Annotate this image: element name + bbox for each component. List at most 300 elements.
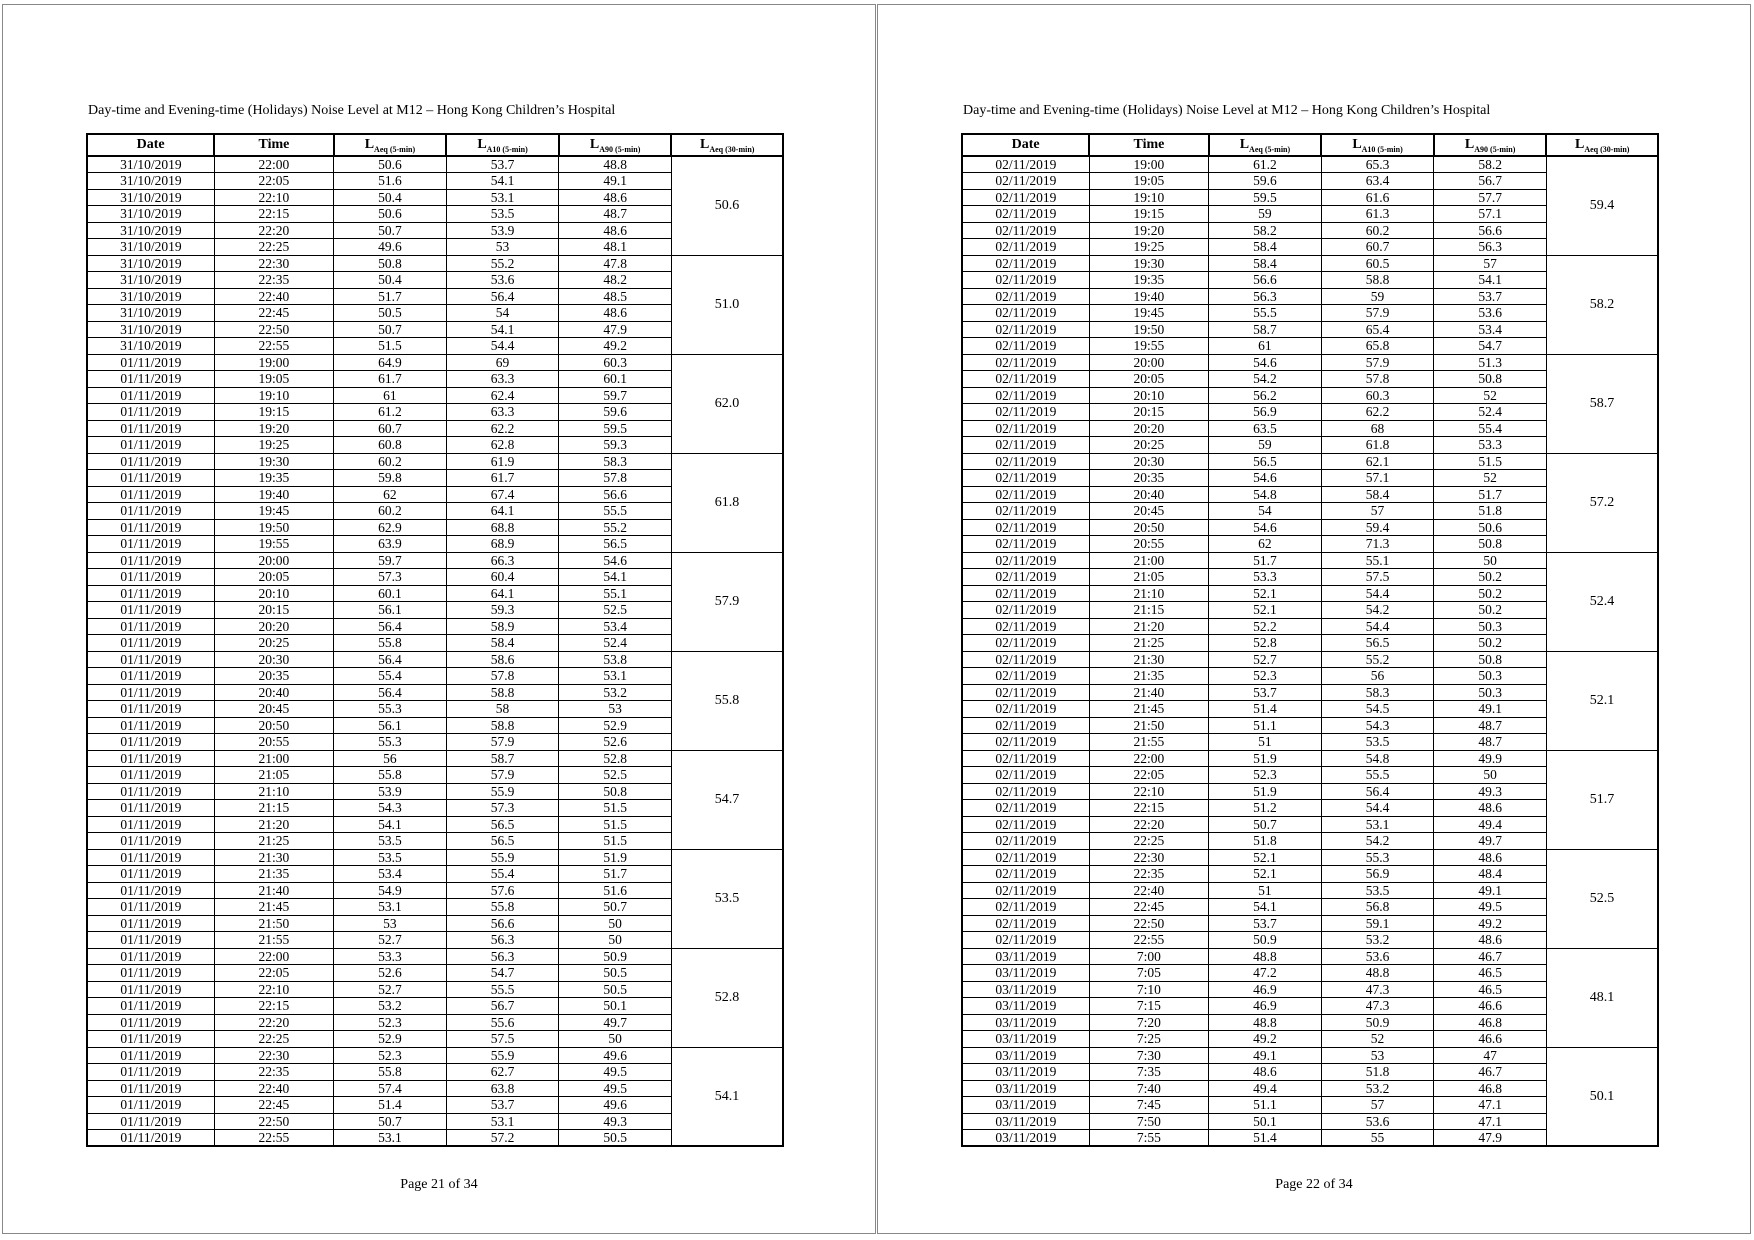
cell-la90-5min: 50.8 <box>559 783 672 800</box>
cell-laeq-5min: 50.4 <box>334 272 447 289</box>
cell-laeq-30min: 57.2 <box>1546 453 1658 552</box>
table-row <box>962 354 1658 371</box>
cell-la90-5min: 50.5 <box>559 965 672 982</box>
cell-la10-5min: 58 <box>446 701 559 718</box>
cell-laeq-5min: 51 <box>1209 734 1322 751</box>
table-row <box>87 849 783 866</box>
cell-date: 02/11/2019 <box>962 173 1089 190</box>
cell-laeq-5min: 53.7 <box>1209 915 1322 932</box>
cell-la90-5min: 58.3 <box>559 453 672 470</box>
cell-la10-5min: 68.8 <box>446 519 559 536</box>
cell-laeq-5min: 53.3 <box>1209 569 1322 586</box>
cell-laeq-5min: 54 <box>1209 503 1322 520</box>
cell-laeq-30min: 48.1 <box>1546 948 1658 1047</box>
cell-la90-5min: 56.3 <box>1434 239 1547 256</box>
cell-la10-5min: 60.7 <box>1321 239 1434 256</box>
cell-laeq-5min: 62.9 <box>334 519 447 536</box>
cell-la10-5min: 53.5 <box>446 206 559 223</box>
cell-la90-5min: 47.8 <box>559 255 672 272</box>
cell-la10-5min: 54.7 <box>446 965 559 982</box>
cell-laeq-5min: 51.9 <box>1209 783 1322 800</box>
cell-laeq-5min: 55.4 <box>334 668 447 685</box>
cell-time: 22:45 <box>1089 899 1208 916</box>
cell-laeq-5min: 54.2 <box>1209 371 1322 388</box>
cell-time: 19:10 <box>1089 189 1208 206</box>
cell-time: 22:15 <box>214 206 333 223</box>
cell-laeq-5min: 56.9 <box>1209 404 1322 421</box>
cell-laeq-5min: 51.7 <box>1209 552 1322 569</box>
cell-time: 21:10 <box>214 783 333 800</box>
cell-laeq-30min: 50.1 <box>1546 1047 1658 1146</box>
cell-la90-5min: 48.8 <box>559 156 672 173</box>
cell-date: 01/11/2019 <box>87 684 214 701</box>
cell-date: 01/11/2019 <box>87 371 214 388</box>
cell-la10-5min: 67.4 <box>446 486 559 503</box>
cell-date: 01/11/2019 <box>87 816 214 833</box>
cell-la90-5min: 56.5 <box>559 536 672 553</box>
cell-laeq-5min: 50.7 <box>334 321 447 338</box>
cell-date: 01/11/2019 <box>87 849 214 866</box>
cell-la10-5min: 60.3 <box>1321 387 1434 404</box>
cell-la90-5min: 53.2 <box>559 684 672 701</box>
cell-la10-5min: 57.8 <box>446 668 559 685</box>
table-body <box>87 156 783 1146</box>
cell-date: 02/11/2019 <box>962 569 1089 586</box>
cell-la90-5min: 50.2 <box>1434 585 1547 602</box>
cell-la10-5min: 58.8 <box>446 717 559 734</box>
cell-date: 03/11/2019 <box>962 981 1089 998</box>
cell-date: 02/11/2019 <box>962 618 1089 635</box>
cell-la90-5min: 46.7 <box>1434 948 1547 965</box>
cell-time: 22:20 <box>214 222 333 239</box>
cell-date: 03/11/2019 <box>962 1031 1089 1048</box>
cell-time: 19:10 <box>214 387 333 404</box>
cell-la90-5min: 50.3 <box>1434 618 1547 635</box>
cell-la90-5min: 51.5 <box>559 816 672 833</box>
cell-la10-5min: 62.4 <box>446 387 559 404</box>
cell-la90-5min: 52.5 <box>559 767 672 784</box>
cell-laeq-30min: 53.5 <box>671 849 783 948</box>
cell-la10-5min: 56.5 <box>1321 635 1434 652</box>
cell-date: 01/11/2019 <box>87 767 214 784</box>
cell-la10-5min: 56.8 <box>1321 899 1434 916</box>
cell-la10-5min: 63.3 <box>446 404 559 421</box>
cell-la10-5min: 58.7 <box>446 750 559 767</box>
cell-date: 02/11/2019 <box>962 453 1089 470</box>
cell-date: 01/11/2019 <box>87 1097 214 1114</box>
cell-time: 22:05 <box>214 965 333 982</box>
cell-la90-5min: 52.9 <box>559 717 672 734</box>
cell-laeq-5min: 52.6 <box>334 965 447 982</box>
cell-date: 03/11/2019 <box>962 1064 1089 1081</box>
cell-la10-5min: 55.6 <box>446 1014 559 1031</box>
table-row <box>87 453 783 470</box>
cell-la10-5min: 54.3 <box>1321 717 1434 734</box>
cell-time: 19:25 <box>1089 239 1208 256</box>
cell-date: 01/11/2019 <box>87 503 214 520</box>
cell-laeq-30min: 58.7 <box>1546 354 1658 453</box>
cell-la10-5min: 65.8 <box>1321 338 1434 355</box>
cell-date: 01/11/2019 <box>87 1047 214 1064</box>
cell-la10-5min: 54.4 <box>1321 585 1434 602</box>
cell-la90-5min: 55.2 <box>559 519 672 536</box>
cell-laeq-5min: 50.8 <box>334 255 447 272</box>
cell-la90-5min: 50.3 <box>1434 684 1547 701</box>
cell-laeq-5min: 51.1 <box>1209 1097 1322 1114</box>
cell-la90-5min: 59.5 <box>559 420 672 437</box>
header-laeq-5min: $L_{Aeq (5-min)}$ <box>1209 134 1322 156</box>
cell-la90-5min: 49.1 <box>1434 882 1547 899</box>
cell-la10-5min: 62.8 <box>446 437 559 454</box>
cell-laeq-5min: 56.3 <box>1209 288 1322 305</box>
cell-la10-5min: 52 <box>1321 1031 1434 1048</box>
cell-time: 22:50 <box>214 1113 333 1130</box>
cell-la10-5min: 54.1 <box>446 173 559 190</box>
cell-la90-5min: 53.4 <box>559 618 672 635</box>
cell-la10-5min: 57.9 <box>446 734 559 751</box>
page-number: Page 21 of 34 <box>400 1177 478 1192</box>
cell-laeq-5min: 54.8 <box>1209 486 1322 503</box>
cell-la10-5min: 57 <box>1321 503 1434 520</box>
cell-la10-5min: 55.9 <box>446 783 559 800</box>
cell-la10-5min: 54.2 <box>1321 602 1434 619</box>
cell-date: 31/10/2019 <box>87 189 214 206</box>
cell-la90-5min: 53.7 <box>1434 288 1547 305</box>
cell-time: 20:05 <box>214 569 333 586</box>
cell-la90-5min: 51.5 <box>559 800 672 817</box>
cell-la10-5min: 55.3 <box>1321 849 1434 866</box>
cell-la90-5min: 50.8 <box>1434 371 1547 388</box>
cell-time: 7:40 <box>1089 1080 1208 1097</box>
cell-time: 22:50 <box>1089 915 1208 932</box>
cell-time: 22:15 <box>1089 800 1208 817</box>
cell-la10-5min: 63.8 <box>446 1080 559 1097</box>
cell-time: 21:25 <box>214 833 333 850</box>
cell-laeq-5min: 56.1 <box>334 717 447 734</box>
cell-la10-5min: 57.3 <box>446 800 559 817</box>
cell-time: 22:10 <box>1089 783 1208 800</box>
cell-time: 19:45 <box>214 503 333 520</box>
cell-la90-5min: 49.4 <box>1434 816 1547 833</box>
cell-date: 01/11/2019 <box>87 750 214 767</box>
cell-date: 01/11/2019 <box>87 552 214 569</box>
cell-laeq-5min: 52.1 <box>1209 849 1322 866</box>
cell-laeq-5min: 49.2 <box>1209 1031 1322 1048</box>
cell-laeq-5min: 59 <box>1209 437 1322 454</box>
cell-date: 01/11/2019 <box>87 915 214 932</box>
cell-date: 02/11/2019 <box>962 915 1089 932</box>
cell-la90-5min: 55.5 <box>559 503 672 520</box>
cell-la10-5min: 58.3 <box>1321 684 1434 701</box>
cell-la90-5min: 52 <box>1434 470 1547 487</box>
cell-laeq-5min: 54.3 <box>334 800 447 817</box>
cell-la90-5min: 51.5 <box>1434 453 1547 470</box>
cell-la10-5min: 57.8 <box>1321 371 1434 388</box>
cell-la10-5min: 55.1 <box>1321 552 1434 569</box>
cell-la10-5min: 55 <box>1321 1130 1434 1147</box>
cell-la90-5min: 46.8 <box>1434 1014 1547 1031</box>
cell-laeq-5min: 53.5 <box>334 849 447 866</box>
cell-la90-5min: 53 <box>559 701 672 718</box>
cell-laeq-5min: 51.4 <box>1209 1130 1322 1147</box>
cell-time: 19:30 <box>214 453 333 470</box>
cell-laeq-5min: 55.8 <box>334 1064 447 1081</box>
cell-date: 02/11/2019 <box>962 272 1089 289</box>
cell-laeq-5min: 50.4 <box>334 189 447 206</box>
table-row <box>962 255 1658 272</box>
cell-la10-5min: 56.4 <box>1321 783 1434 800</box>
cell-date: 02/11/2019 <box>962 536 1089 553</box>
cell-date: 02/11/2019 <box>962 800 1089 817</box>
cell-date: 01/11/2019 <box>87 354 214 371</box>
cell-la10-5min: 57.6 <box>446 882 559 899</box>
cell-la90-5min: 51.8 <box>1434 503 1547 520</box>
cell-date: 02/11/2019 <box>962 866 1089 883</box>
cell-la10-5min: 53 <box>1321 1047 1434 1064</box>
cell-time: 7:05 <box>1089 965 1208 982</box>
cell-la10-5min: 56.9 <box>1321 866 1434 883</box>
cell-date: 01/11/2019 <box>87 569 214 586</box>
cell-date: 02/11/2019 <box>962 305 1089 322</box>
cell-la10-5min: 55.5 <box>1321 767 1434 784</box>
cell-time: 19:55 <box>1089 338 1208 355</box>
cell-la10-5min: 57 <box>1321 1097 1434 1114</box>
cell-la10-5min: 63.3 <box>446 371 559 388</box>
cell-la90-5min: 50.2 <box>1434 569 1547 586</box>
table-caption: Day-time and Evening-time (Holidays) Noise Level at M12 – Hong Kong Children’s Hospital <box>963 103 1491 118</box>
cell-date: 02/11/2019 <box>962 404 1089 421</box>
cell-la90-5min: 50.5 <box>559 981 672 998</box>
cell-la90-5min: 46.8 <box>1434 1080 1547 1097</box>
cell-date: 02/11/2019 <box>962 552 1089 569</box>
cell-laeq-30min: 59.4 <box>1546 156 1658 255</box>
cell-laeq-5min: 52.3 <box>334 1047 447 1064</box>
cell-laeq-30min: 62.0 <box>671 354 783 453</box>
cell-time: 7:35 <box>1089 1064 1208 1081</box>
cell-date: 02/11/2019 <box>962 437 1089 454</box>
cell-la10-5min: 50.9 <box>1321 1014 1434 1031</box>
cell-laeq-5min: 56.6 <box>1209 272 1322 289</box>
cell-la10-5min: 55.9 <box>446 1047 559 1064</box>
header-la90-5min: $L_{A90 (5-min)}$ <box>1434 134 1547 156</box>
cell-date: 01/11/2019 <box>87 387 214 404</box>
cell-la90-5min: 49.3 <box>559 1113 672 1130</box>
cell-la90-5min: 59.7 <box>559 387 672 404</box>
cell-date: 02/11/2019 <box>962 635 1089 652</box>
cell-laeq-5min: 52.1 <box>1209 585 1322 602</box>
header-date: Date <box>87 134 214 156</box>
cell-date: 31/10/2019 <box>87 239 214 256</box>
cell-time: 22:10 <box>214 981 333 998</box>
cell-time: 20:25 <box>214 635 333 652</box>
cell-la90-5min: 59.6 <box>559 404 672 421</box>
cell-laeq-5min: 52.3 <box>1209 668 1322 685</box>
cell-laeq-5min: 47.2 <box>1209 965 1322 982</box>
cell-la10-5min: 51.8 <box>1321 1064 1434 1081</box>
cell-la90-5min: 55.4 <box>1434 420 1547 437</box>
cell-la90-5min: 46.6 <box>1434 998 1547 1015</box>
cell-laeq-5min: 63.5 <box>1209 420 1322 437</box>
cell-la90-5min: 49.6 <box>559 1047 672 1064</box>
cell-date: 02/11/2019 <box>962 519 1089 536</box>
cell-la10-5min: 62.2 <box>1321 404 1434 421</box>
cell-time: 22:10 <box>214 189 333 206</box>
cell-date: 01/11/2019 <box>87 1130 214 1147</box>
cell-la10-5min: 61.8 <box>1321 437 1434 454</box>
cell-laeq-5min: 51.9 <box>1209 750 1322 767</box>
cell-la90-5min: 52 <box>1434 387 1547 404</box>
cell-la10-5min: 53.2 <box>1321 1080 1434 1097</box>
cell-la10-5min: 55.9 <box>446 849 559 866</box>
cell-time: 20:50 <box>214 717 333 734</box>
header-la90-5min: $L_{A90 (5-min)}$ <box>559 134 672 156</box>
cell-la90-5min: 50 <box>1434 552 1547 569</box>
cell-la90-5min: 51.6 <box>559 882 672 899</box>
cell-time: 20:30 <box>1089 453 1208 470</box>
cell-date: 02/11/2019 <box>962 602 1089 619</box>
table-row <box>962 948 1658 965</box>
cell-time: 19:55 <box>214 536 333 553</box>
cell-date: 03/11/2019 <box>962 1047 1089 1064</box>
cell-laeq-5min: 58.4 <box>1209 239 1322 256</box>
cell-time: 22:55 <box>214 1130 333 1147</box>
cell-laeq-5min: 53.1 <box>334 899 447 916</box>
cell-laeq-5min: 46.9 <box>1209 981 1322 998</box>
cell-laeq-5min: 52.2 <box>1209 618 1322 635</box>
cell-la10-5min: 47.3 <box>1321 998 1434 1015</box>
cell-la10-5min: 59.4 <box>1321 519 1434 536</box>
cell-date: 02/11/2019 <box>962 206 1089 223</box>
cell-la10-5min: 55.2 <box>1321 651 1434 668</box>
cell-la10-5min: 56.6 <box>446 915 559 932</box>
cell-time: 22:30 <box>1089 849 1208 866</box>
cell-date: 02/11/2019 <box>962 750 1089 767</box>
cell-date: 01/11/2019 <box>87 701 214 718</box>
table-row <box>962 156 1658 173</box>
cell-time: 20:45 <box>1089 503 1208 520</box>
cell-laeq-30min: 55.8 <box>671 651 783 750</box>
cell-laeq-5min: 59 <box>1209 206 1322 223</box>
cell-date: 03/11/2019 <box>962 1097 1089 1114</box>
cell-time: 21:25 <box>1089 635 1208 652</box>
cell-la10-5min: 54.8 <box>1321 750 1434 767</box>
cell-time: 19:50 <box>214 519 333 536</box>
cell-la10-5min: 53.1 <box>446 189 559 206</box>
cell-date: 01/11/2019 <box>87 800 214 817</box>
table-header-row <box>87 134 783 156</box>
cell-time: 22:30 <box>214 1047 333 1064</box>
cell-la90-5min: 49.6 <box>559 1097 672 1114</box>
cell-date: 02/11/2019 <box>962 833 1089 850</box>
cell-laeq-5min: 53.1 <box>334 1130 447 1147</box>
cell-time: 21:15 <box>1089 602 1208 619</box>
cell-la90-5min: 51.7 <box>559 866 672 883</box>
cell-la90-5min: 48.6 <box>559 305 672 322</box>
cell-time: 21:30 <box>214 849 333 866</box>
cell-laeq-5min: 52.9 <box>334 1031 447 1048</box>
cell-la90-5min: 48.6 <box>1434 849 1547 866</box>
cell-laeq-5min: 54.6 <box>1209 354 1322 371</box>
cell-date: 01/11/2019 <box>87 453 214 470</box>
cell-la10-5min: 57.5 <box>1321 569 1434 586</box>
cell-la90-5min: 47.9 <box>1434 1130 1547 1147</box>
cell-la10-5min: 56.3 <box>446 932 559 949</box>
table-caption: Day-time and Evening-time (Holidays) Noise Level at M12 – Hong Kong Children’s Hospital <box>88 103 616 118</box>
cell-time: 19:40 <box>1089 288 1208 305</box>
cell-la90-5min: 46.5 <box>1434 965 1547 982</box>
table-row <box>87 948 783 965</box>
cell-laeq-5min: 62 <box>334 486 447 503</box>
cell-time: 21:00 <box>1089 552 1208 569</box>
cell-la90-5min: 49.2 <box>559 338 672 355</box>
cell-date: 02/11/2019 <box>962 470 1089 487</box>
cell-la10-5min: 63.4 <box>1321 173 1434 190</box>
cell-laeq-5min: 55.5 <box>1209 305 1322 322</box>
cell-la10-5min: 54.2 <box>1321 833 1434 850</box>
cell-date: 31/10/2019 <box>87 272 214 289</box>
cell-time: 20:40 <box>1089 486 1208 503</box>
cell-laeq-5min: 60.7 <box>334 420 447 437</box>
cell-laeq-5min: 55.8 <box>334 767 447 784</box>
cell-laeq-5min: 51 <box>1209 882 1322 899</box>
cell-laeq-5min: 53.5 <box>334 833 447 850</box>
table-body <box>962 156 1658 1146</box>
cell-la10-5min: 56 <box>1321 668 1434 685</box>
cell-la10-5min: 47.3 <box>1321 981 1434 998</box>
cell-la90-5min: 56.6 <box>559 486 672 503</box>
cell-la90-5min: 49.5 <box>559 1064 672 1081</box>
cell-la90-5min: 48.6 <box>559 222 672 239</box>
cell-laeq-5min: 52.1 <box>1209 602 1322 619</box>
table-row <box>87 156 783 173</box>
cell-time: 19:45 <box>1089 305 1208 322</box>
cell-time: 21:10 <box>1089 585 1208 602</box>
cell-laeq-5min: 59.5 <box>1209 189 1322 206</box>
cell-date: 02/11/2019 <box>962 668 1089 685</box>
cell-la90-5min: 52.5 <box>559 602 672 619</box>
cell-laeq-5min: 56.4 <box>334 618 447 635</box>
cell-la10-5min: 58.8 <box>446 684 559 701</box>
cell-date: 01/11/2019 <box>87 981 214 998</box>
cell-time: 21:20 <box>1089 618 1208 635</box>
cell-la90-5min: 50.9 <box>559 948 672 965</box>
cell-date: 01/11/2019 <box>87 486 214 503</box>
cell-la90-5min: 51.3 <box>1434 354 1547 371</box>
cell-la90-5min: 49.7 <box>559 1014 672 1031</box>
cell-time: 22:15 <box>214 998 333 1015</box>
cell-date: 02/11/2019 <box>962 371 1089 388</box>
cell-la90-5min: 60.3 <box>559 354 672 371</box>
table-row <box>962 750 1658 767</box>
cell-time: 21:20 <box>214 816 333 833</box>
cell-laeq-5min: 50.9 <box>1209 932 1322 949</box>
header-la10-5min: $L_{A10 (5-min)}$ <box>446 134 559 156</box>
cell-la10-5min: 68 <box>1321 420 1434 437</box>
cell-time: 20:30 <box>214 651 333 668</box>
cell-time: 19:00 <box>1089 156 1208 173</box>
cell-la10-5min: 62.2 <box>446 420 559 437</box>
cell-time: 20:55 <box>214 734 333 751</box>
cell-date: 01/11/2019 <box>87 1031 214 1048</box>
cell-la10-5min: 53.9 <box>446 222 559 239</box>
cell-la10-5min: 54 <box>446 305 559 322</box>
cell-time: 19:50 <box>1089 321 1208 338</box>
cell-la90-5min: 46.7 <box>1434 1064 1547 1081</box>
cell-laeq-5min: 50.6 <box>334 206 447 223</box>
page-number: Page 22 of 34 <box>1275 1177 1353 1192</box>
cell-date: 31/10/2019 <box>87 173 214 190</box>
cell-laeq-5min: 51.4 <box>334 1097 447 1114</box>
